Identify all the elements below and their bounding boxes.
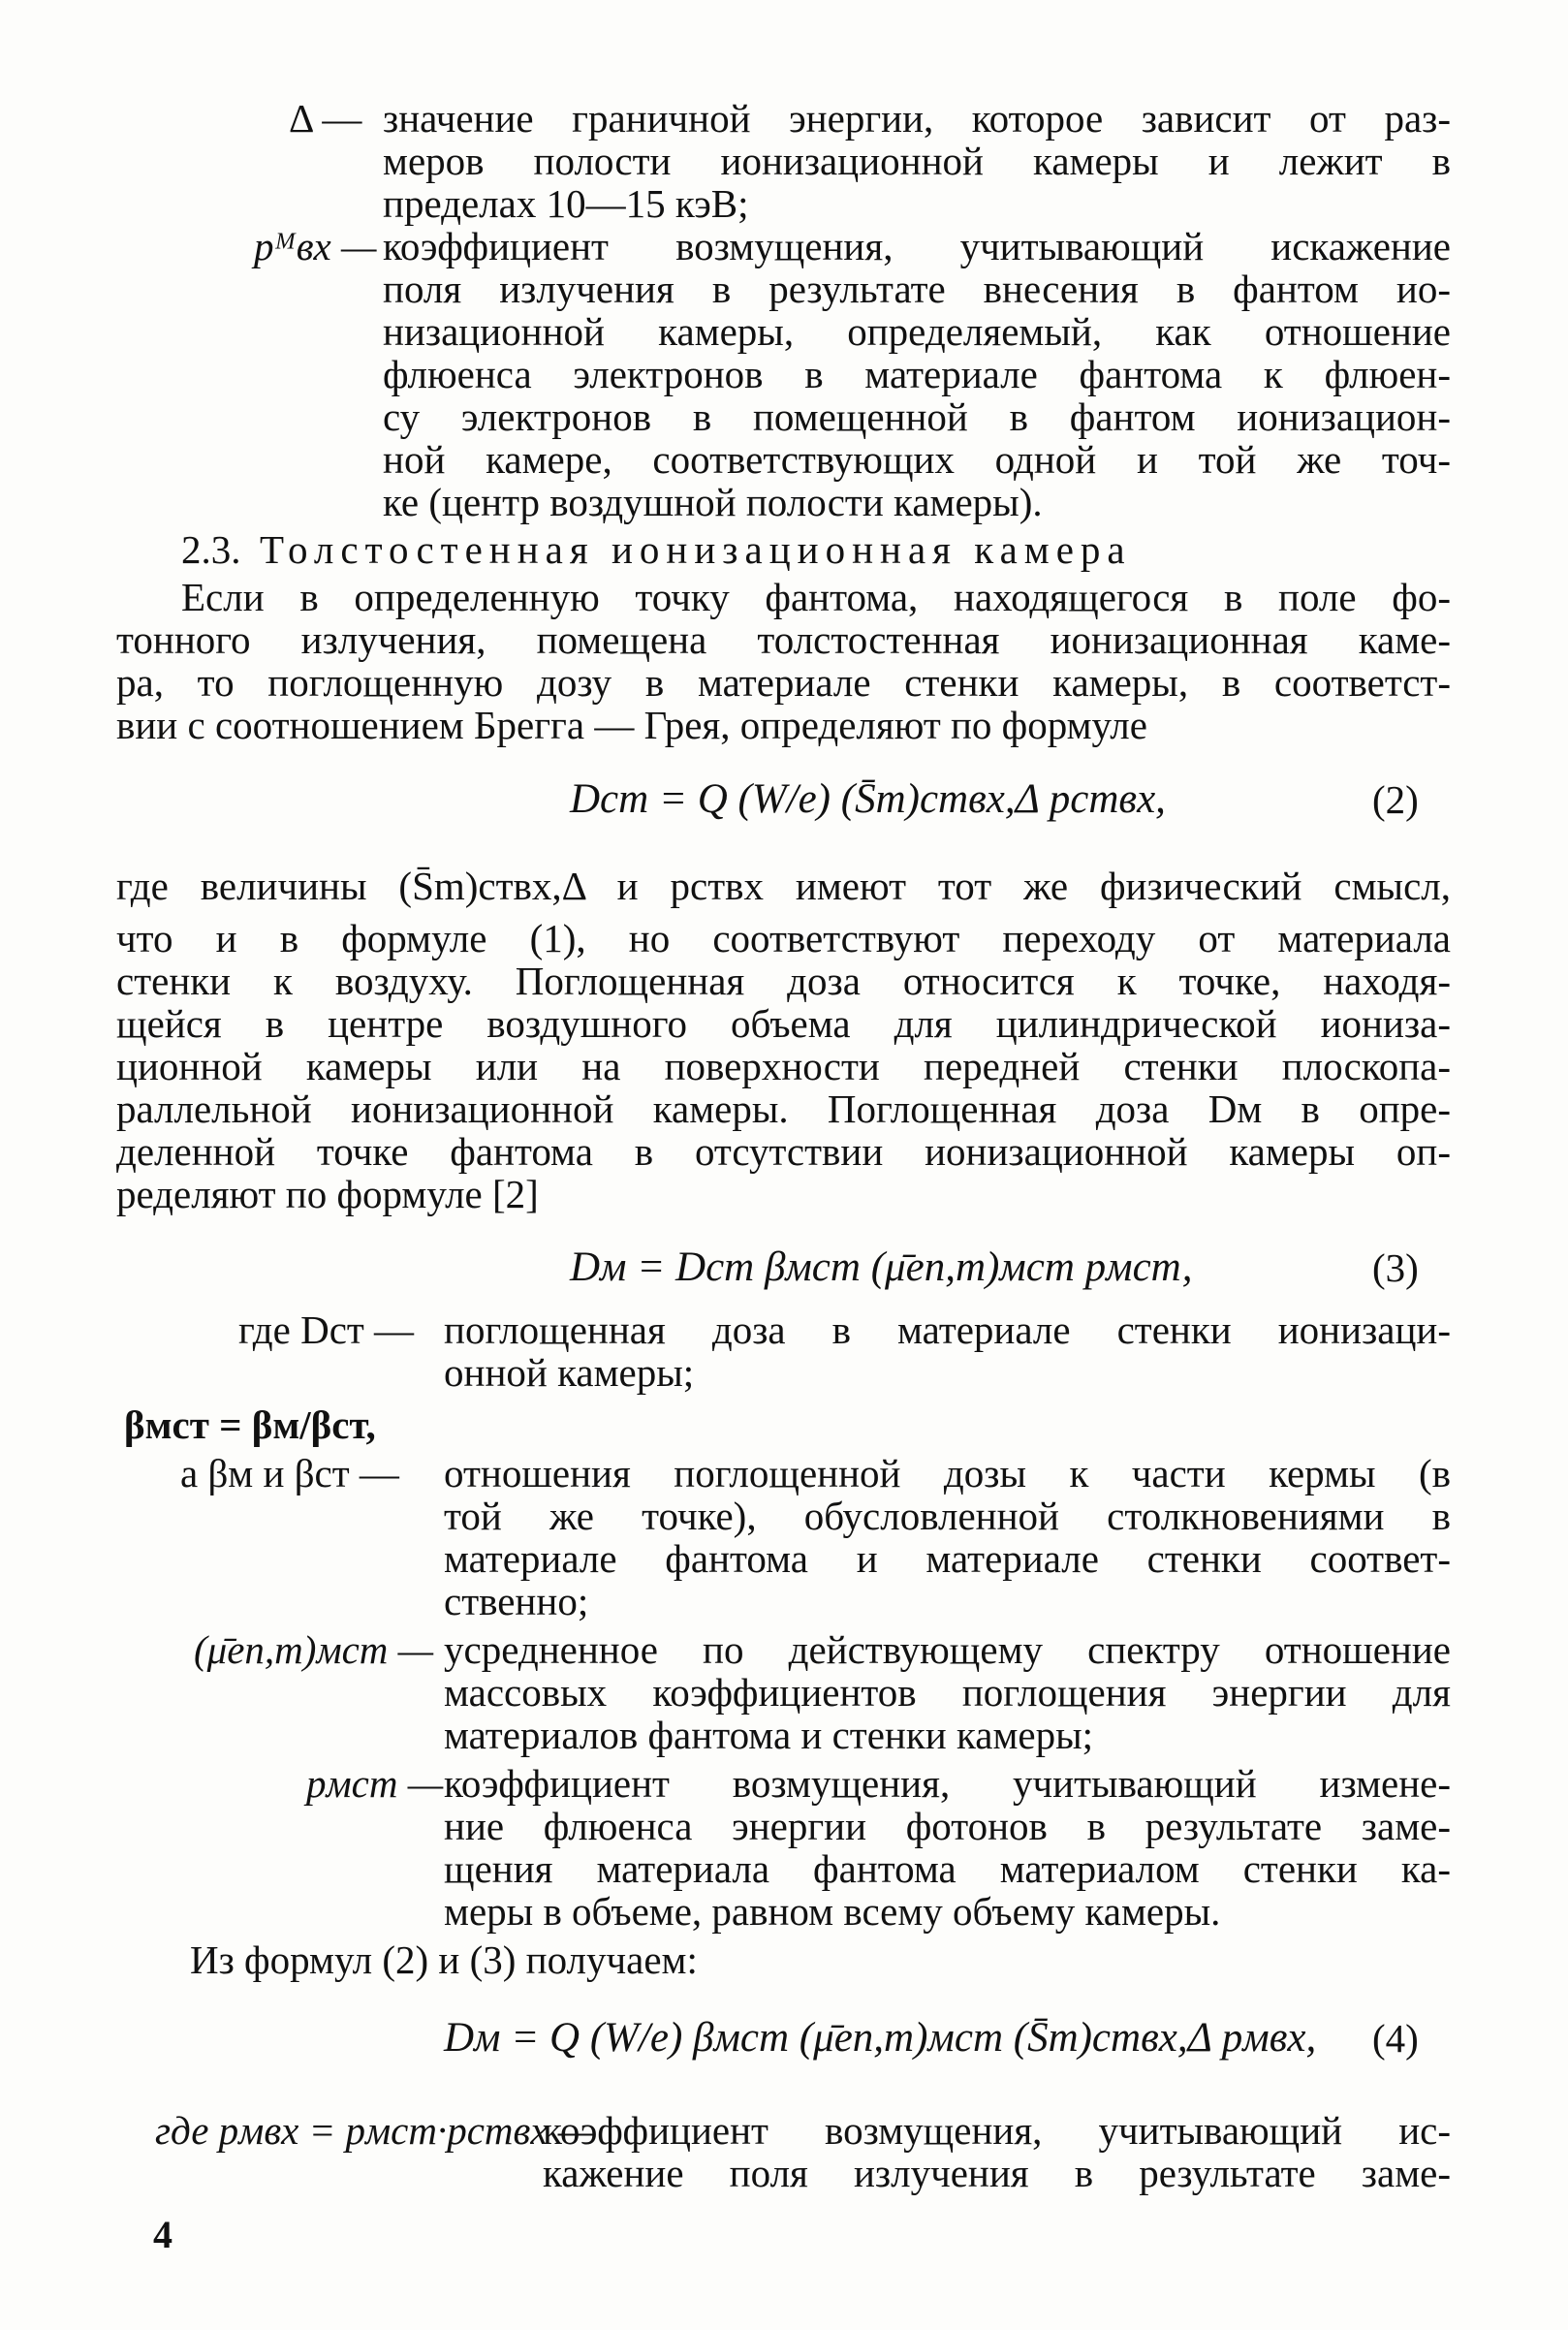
mu-en-term: (μ̄en,m)мст — — [194, 1627, 434, 1672]
beta-pair-term: а βм и βст — — [180, 1451, 399, 1496]
def-line: низационной камеры, определяемый, как отношение — [383, 309, 1451, 354]
def-line: отношения поглощенной дозы к части кермы (в — [444, 1451, 1451, 1496]
equation-number: (4) — [1372, 2016, 1419, 2061]
paragraph-line: что и в формуле (1), но соответствуют переходу от материала — [116, 916, 1451, 960]
d-st-term: где Dст — — [238, 1307, 415, 1352]
formula-2: Dст = Q (W/e) (S̄m)ствх,Δ pствх, — [570, 776, 1166, 822]
equation-number: (2) — [1372, 777, 1419, 822]
paragraph-line: где величины (S̄m)ствх,Δ и pствх имеют тот же физический смысл, — [116, 864, 1451, 908]
paragraph-line: Из формул (2) и (3) получаем: — [190, 1937, 698, 1982]
paragraph-line: ределяют по формуле [2] — [116, 1172, 539, 1216]
section-number: 2.3. — [181, 527, 241, 572]
def-line: массовых коэффициентов поглощения энергии для — [444, 1670, 1451, 1715]
def-line: той же точке), обусловленной столкновениями в — [444, 1494, 1451, 1538]
def-line: усредненное по действующему спектру отношение — [444, 1627, 1451, 1672]
paragraph-line: тонного излучения, помещена толстостенная ионизационная каме- — [116, 617, 1451, 662]
paragraph-line: Если в определенную точку фантома, находящегося в поле фо- — [181, 575, 1451, 619]
p-vx-product-term: где pмвх = pмст·pствх — — [155, 2108, 594, 2153]
p-st-term: pмст — — [306, 1761, 444, 1806]
def-line: коэффициент возмущения, учитывающий измене- — [444, 1761, 1451, 1806]
def-line: меры в объеме, равном всему объему камеры. — [444, 1889, 1221, 1934]
def-line: ке (центр воздушной полости камеры). — [383, 480, 1043, 524]
paragraph-line: вии с соотношением Брегга — Грея, определяют по формуле — [116, 703, 1147, 747]
delta-term: Δ — — [289, 96, 362, 141]
paragraph-line: ра, то поглощенную дозу в материале стенки камеры, в соответст- — [116, 660, 1451, 705]
def-line: меров полости ионизационной камеры и лежит в — [383, 139, 1451, 183]
def-line: кажение поля излучения в результате заме- — [543, 2151, 1451, 2195]
beta-ratio-term: βмст = βм/βст, — [124, 1402, 376, 1447]
def-line: материалов фантома и стенки камеры; — [444, 1713, 1094, 1757]
def-line: су электронов в помещенной в фантом ионизацион- — [383, 394, 1451, 439]
page-number: 4 — [153, 2213, 172, 2256]
equation-number: (3) — [1372, 1245, 1419, 1290]
def-line: онной камеры; — [444, 1350, 695, 1395]
def-line: коэффициент возмущения, учитывающий ис- — [543, 2108, 1451, 2153]
def-line: пределах 10—15 кэВ; — [383, 181, 749, 226]
def-line: материале фантома и материале стенки соответ- — [444, 1536, 1451, 1581]
paragraph-line: деленной точке фантома в отсутствии ионизационной камеры оп- — [116, 1129, 1451, 1174]
paragraph-line: раллельной ионизационной камеры. Поглощенная доза Dм в опре- — [116, 1086, 1451, 1131]
formula-4: Dм = Q (W/e) βмст (μ̄en,m)мст (S̄m)ствх,Δ pмвх, — [444, 2015, 1317, 2061]
def-line: ной камере, соответствующих одной и той же точ- — [383, 437, 1451, 482]
def-line: поглощенная доза в материале стенки ионизаци- — [444, 1307, 1451, 1352]
def-line: значение граничной энергии, которое зависит от раз- — [383, 96, 1451, 141]
p-vx-term: pᴹвх — — [254, 224, 377, 268]
paragraph-line: стенки к воздуху. Поглощенная доза относится к точке, находя- — [116, 959, 1451, 1003]
def-line: ственно; — [444, 1579, 589, 1623]
paragraph-line: щейся в центре воздушного объема для цилиндрической иониза- — [116, 1001, 1451, 1046]
def-line: поля излучения в результате внесения в фантом ио- — [383, 267, 1451, 311]
def-line: флюенса электронов в материале фантома к флюен- — [383, 352, 1451, 396]
def-line: ние флюенса энергии фотонов в результате заме- — [444, 1804, 1451, 1848]
def-line: щения материала фантома материалом стенки ка- — [444, 1846, 1451, 1891]
section-title: Толстостенная ионизационная камера — [260, 527, 1132, 572]
paragraph-line: ционной камеры или на поверхности передней стенки плоскопа- — [116, 1044, 1451, 1088]
formula-3: Dм = Dст βмст (μ̄en,m)мст pмст, — [570, 1244, 1193, 1290]
def-line: коэффициент возмущения, учитывающий искажение — [383, 224, 1451, 268]
